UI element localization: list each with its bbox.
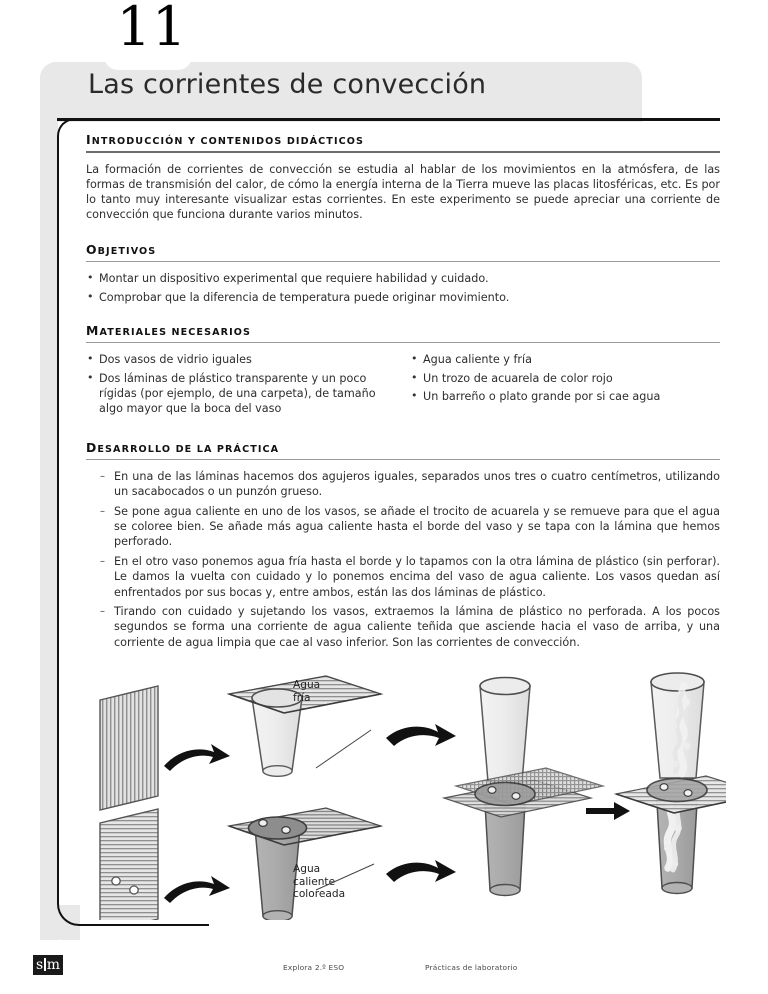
materiales-column-right <box>410 352 710 420</box>
list-item: • Comprobar que la diferencia de temperatura puede originar movimiento. <box>86 290 720 305</box>
materiales-column-left <box>86 352 386 420</box>
heading-initial-cap: D <box>86 439 98 455</box>
list-item: • Dos vasos de vidrio iguales <box>86 352 386 367</box>
page-title: Las corrientes de convección <box>88 69 487 100</box>
label-agua-fria-line2: fría <box>293 691 311 704</box>
list-item: • Dos láminas de plástico transparente y un poco rígidas (por ejemplo, de una carpeta), de tamaño algo mayor que la boca del vaso <box>86 371 386 417</box>
list-item: • Agua caliente y fría <box>410 352 710 367</box>
section-rule <box>86 459 720 460</box>
label-agua-fria-line1: Agua <box>293 679 321 691</box>
section-heading-materiales <box>86 323 720 338</box>
arrow-curved-lower <box>164 876 230 903</box>
list-item: – En el otro vaso ponemos agua fría hasta el borde y lo tapamos con la otra lámina de plástico (sin perforar). Le damos la vuelta con cuidado y lo ponemos encima del vaso de agua caliente. Los vasos quedan así enfrentados por sus bocas y, entre ambos, están las dos láminas de plástico. <box>100 554 720 600</box>
materiales-list-right <box>410 352 710 404</box>
logo-letter-s: s <box>36 957 44 973</box>
content-frame-top-rule <box>57 118 720 121</box>
materiales-columns <box>86 352 720 420</box>
chapter-number: 11 <box>116 0 188 58</box>
convection-result <box>616 673 726 894</box>
footer-section: Prácticas de laboratorio <box>425 963 518 972</box>
list-item: • Montar un dispositivo experimental que requiere habilidad y cuidado. <box>86 271 720 286</box>
materiales-list-left <box>86 352 386 417</box>
section-heading-introduccion <box>86 132 720 147</box>
heading-rest: ESARROLLO DE LA PRÁCTICA <box>97 443 280 455</box>
arrow-curved-upper <box>164 744 230 771</box>
footer-course: Explora 2.º ESO <box>283 963 345 972</box>
list-item: • Un barreño o plato grande por si cae agua <box>410 389 710 404</box>
heading-initial-cap: M <box>86 323 100 339</box>
leader-line-cold <box>316 730 371 768</box>
desarrollo-list <box>86 469 720 650</box>
content-area <box>86 132 720 670</box>
assembled-glasses-with-sheet <box>444 678 603 896</box>
heading-initial-cap: I <box>86 132 92 147</box>
logo-letter-m: m <box>46 957 60 973</box>
arrow-straight <box>586 802 630 820</box>
section-heading-desarrollo <box>86 440 720 455</box>
plastic-sheet-perforated <box>100 809 158 920</box>
heading-rest: NTRODUCCIÓN Y CONTENIDOS DIDÁCTICOS <box>91 136 365 147</box>
convection-diagram-svg <box>86 668 726 920</box>
intro-paragraph: La formación de corrientes de convección se estudia al hablar de los movimientos en la atmósfera, de las formas de transmisión del calor, de cómo la energía interna de la Tierra mueve las placas litosféricas, etc. Es por lo tanto muy interesante visualizar estas corrientes. En este experimento se puede apreciar una corriente de convección que funciona durante varios minutos. <box>86 162 720 222</box>
label-agua-caliente-line1: Agua <box>293 863 321 875</box>
list-item: • Un trozo de acuarela de color rojo <box>410 371 710 386</box>
heading-rest: BJETIVOS <box>97 246 157 258</box>
arrow-curved-upper-2 <box>386 724 456 746</box>
section-objetivos <box>86 242 720 305</box>
left-grey-rail <box>40 110 58 940</box>
objetivos-list <box>86 271 720 305</box>
section-materiales <box>86 323 720 420</box>
label-agua-caliente-line3: coloreada <box>293 888 346 901</box>
label-agua-fria <box>293 679 320 704</box>
heading-initial-cap: O <box>86 242 98 258</box>
list-item: – Se pone agua caliente en uno de los vasos, se añade el trocito de acuarela y se remueve para que el agua se coloree bien. Se añade más agua caliente hasta el borde del vaso y se tapa con la lámina que hemos perforado. <box>100 504 720 550</box>
list-item: – En una de las láminas hacemos dos agujeros iguales, separados unos tres o cuatro centímetros, utilizando un sacabocados o un punzón grueso. <box>100 469 720 500</box>
label-agua-caliente <box>293 863 345 901</box>
heading-rest: ATERIALES NECESARIOS <box>99 327 252 339</box>
section-introduccion <box>86 132 720 222</box>
logo-divider <box>44 958 46 971</box>
section-rule <box>86 261 720 262</box>
section-rule <box>86 342 720 343</box>
arrow-curved-lower-2 <box>386 860 456 882</box>
section-rule <box>86 151 720 153</box>
plastic-sheet-plain <box>100 686 158 810</box>
label-agua-caliente-line2: caliente <box>293 875 336 888</box>
experiment-illustration <box>86 668 726 920</box>
section-desarrollo <box>86 440 720 650</box>
list-item: – Tirando con cuidado y sujetando los vasos, extraemos la lámina de plástico no perforada. A los pocos segundos se forma una corriente de agua caliente teñida que asciende hacia el vaso de arriba, y una corriente de agua limpia que cae al vaso inferior. Son las corrientes de convección. <box>100 604 720 650</box>
publisher-logo-sm <box>33 955 63 975</box>
section-heading-objetivos <box>86 242 720 257</box>
